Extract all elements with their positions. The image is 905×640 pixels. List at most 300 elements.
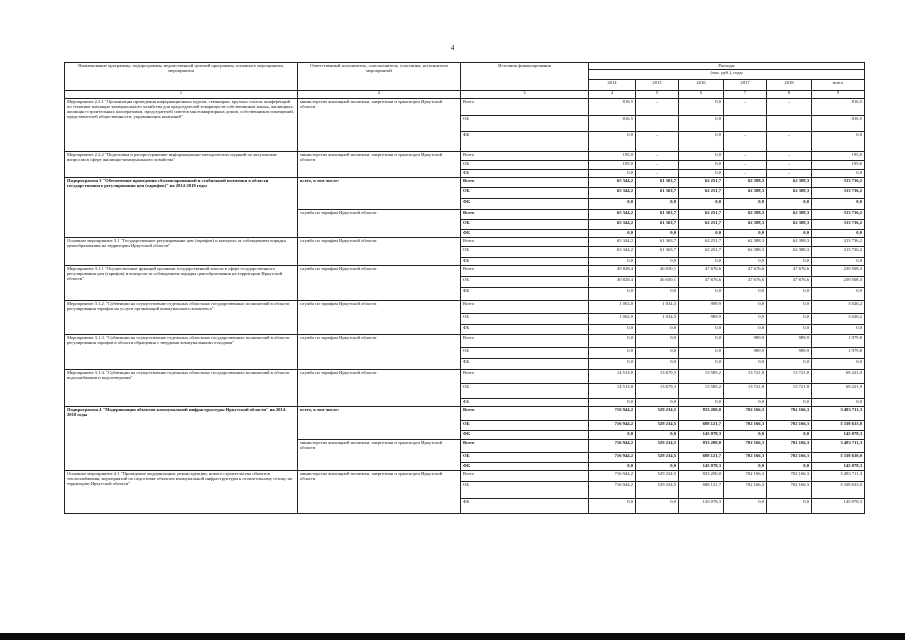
table-row	[65, 370, 865, 384]
year-value-cell: 49 828,4	[589, 266, 636, 277]
year-value-cell: 47 676,6	[679, 277, 724, 288]
column-number: 6	[679, 91, 724, 99]
year-value-cell: 62 388,3	[767, 247, 812, 258]
year-value-cell: 989,9	[724, 335, 767, 348]
total-value-cell: 195,0	[812, 161, 865, 170]
year-value-cell: 1 002,0	[589, 314, 636, 325]
year-value-cell: 529 234,5	[636, 421, 679, 431]
year-value-cell: 1 034,3	[636, 301, 679, 314]
year-value-cell: 716 944,2	[589, 407, 636, 421]
program-name-cell: Подпрограмма 4 "Модернизация объектов коммунальной инфраструктуры Иркутской области" на 2014-2018 годы	[65, 407, 298, 471]
year-value-cell: 13 721,8	[767, 384, 812, 399]
year-value-cell: –	[767, 132, 812, 152]
year-value-cell: 62 251,7	[679, 210, 724, 220]
total-value-cell: 0,0	[812, 288, 865, 301]
executor-cell: служба по тарифам Иркутской области	[298, 266, 461, 301]
year-value-cell: 0,0	[679, 230, 724, 238]
table-row	[65, 301, 865, 314]
year-value-cell: 0,0	[636, 359, 679, 370]
year-value-cell: 13 721,8	[724, 370, 767, 384]
year-value-cell: 716 944,2	[589, 453, 636, 463]
year-value-cell: 0,0	[767, 314, 812, 325]
year-value-cell: –	[636, 161, 679, 170]
year-value-cell: 13 585,2	[679, 370, 724, 384]
total-value-cell: 0,0	[812, 258, 865, 266]
year-value-cell: 0,0	[767, 301, 812, 314]
year-value-cell: 0,0	[724, 499, 767, 514]
year-value-cell: 14 513,8	[589, 370, 636, 384]
year-value-cell: 0,0	[636, 499, 679, 514]
program-name-cell: Мероприятие 2.2.1 "Организация проведения информационных курсов, семинаров, круглых столов, конференций по тематике жилищно-коммунального хозяйства для председателей товариществ собственников жилья, жилищных, жилищно-строительных кооперативов, председателей советов многоквартирных домов, собственников помещений, представителей общественности, управляющих компаний"	[65, 99, 298, 152]
year-value-cell: 989,9	[767, 335, 812, 348]
year-value-cell: 833 200,0	[679, 407, 724, 421]
header-year: 2018	[767, 80, 812, 91]
year-value-cell: 47 676,6	[679, 266, 724, 277]
funding-source-cell: Всего	[461, 440, 589, 453]
year-value-cell: 47 676,6	[767, 277, 812, 288]
year-value-cell: 65 344,2	[589, 188, 636, 199]
year-value-cell: 46 650,1	[636, 277, 679, 288]
year-value-cell: 0,0	[679, 99, 724, 116]
executor-cell: всего, в том числе:	[298, 407, 461, 440]
year-value-cell	[636, 116, 679, 132]
year-value-cell: 0,0	[724, 463, 767, 471]
program-name-cell: Основное мероприятие 4.1 "Проведение модернизации, реконструкции, нового строительства объектов теплоснабжения, мероприятий по подготовке объектов коммунальной инфраструктуры к отопительному сезону на территории Иркутской области"	[65, 471, 298, 514]
year-value-cell: 65 344,2	[589, 238, 636, 247]
year-value-cell: –	[767, 152, 812, 161]
total-value-cell: 3 483 711,3	[812, 471, 865, 482]
year-value-cell: 0,0	[679, 161, 724, 170]
year-value-cell: 0,0	[767, 431, 812, 440]
funding-source-cell: ОБ	[461, 348, 589, 359]
table-row	[65, 178, 865, 188]
funding-source-cell: ФБ	[461, 170, 589, 178]
year-value-cell: 0,0	[589, 325, 636, 335]
year-value-cell: 0,0	[767, 258, 812, 266]
year-value-cell: 0,0	[636, 288, 679, 301]
year-value-cell: 195,0	[589, 152, 636, 161]
funding-source-cell: ОБ	[461, 482, 589, 499]
funding-source-cell: Всего	[461, 99, 589, 116]
year-value-cell: 989,9	[679, 314, 724, 325]
funding-source-cell: ОБ	[461, 220, 589, 230]
funding-source-cell: ОБ	[461, 161, 589, 170]
funding-source-cell: ОБ	[461, 277, 589, 288]
total-value-cell: 69 221,9	[812, 384, 865, 399]
year-value-cell: 62 251,7	[679, 238, 724, 247]
year-value-cell: 0,0	[589, 170, 636, 178]
year-value-cell: 0,0	[636, 325, 679, 335]
year-value-cell: 61 363,7	[636, 210, 679, 220]
total-value-cell: 816,5	[812, 116, 865, 132]
column-number: 1	[65, 91, 298, 99]
year-value-cell: –	[724, 161, 767, 170]
year-value-cell: 47 676,6	[724, 266, 767, 277]
year-value-cell: 65 344,2	[589, 210, 636, 220]
year-value-cell: 65 344,2	[589, 220, 636, 230]
total-value-cell: 0,0	[812, 399, 865, 407]
funding-source-cell: ФБ	[461, 258, 589, 266]
executor-cell: всего, в том числе:	[298, 178, 461, 210]
total-value-cell: 313 736,2	[812, 210, 865, 220]
header-executor: Ответственный исполнитель, соисполнитель, участники, исполнители мероприятий	[298, 63, 461, 91]
funding-source-cell: Всего	[461, 471, 589, 482]
year-value-cell: 62 388,3	[724, 210, 767, 220]
year-value-cell: 529 234,5	[636, 471, 679, 482]
year-value-cell: 0,0	[636, 399, 679, 407]
year-value-cell: –	[724, 99, 767, 116]
program-name-cell: Основное мероприятие 3.1 "Государственное регулирование цен (тарифов) и контроль за соблюдением порядка ценообразования на территории Иркутской области"	[65, 238, 298, 266]
executor-cell: служба по тарифам Иркутской области	[298, 301, 461, 335]
table-row	[65, 238, 865, 247]
funding-source-cell: Всего	[461, 266, 589, 277]
year-value-cell: 0,0	[589, 258, 636, 266]
year-value-cell: 0,0	[767, 359, 812, 370]
executor-cell: министерство жилищной политики, энергетики и транспорта Иркутской области	[298, 152, 461, 178]
year-value-cell: 716 944,2	[589, 421, 636, 431]
header-name: Наименование программы, подпрограммы, ведомственной целевой программы, основного мероприятия, мероприятия	[65, 63, 298, 91]
table-row	[65, 152, 865, 161]
executor-cell: министерство жилищной политики, энергетики и транспорта Иркутской области	[298, 99, 461, 152]
year-value-cell: –	[767, 161, 812, 170]
program-name-cell: Мероприятие 2.2.2 "Подготовка и распространение информационно-методических изданий по актуальным вопросам в сфере жилищно-коммунального хозяйства"	[65, 152, 298, 178]
header-units: (тыс. руб.), годы	[589, 70, 865, 80]
funding-source-cell: Всего	[461, 335, 589, 348]
header-year: 2017	[724, 80, 767, 91]
year-value-cell: 0,0	[679, 335, 724, 348]
year-value-cell: 989,9	[767, 348, 812, 359]
year-value-cell: 702 166,3	[724, 471, 767, 482]
funding-source-cell: ОБ	[461, 247, 589, 258]
program-name-cell: Мероприятие 3.1.3. "Субвенции на осуществление отдельных областных государственных полномочий в области регулирования тарифов в области обращения с твердыми коммунальными отходами"	[65, 335, 298, 370]
year-value-cell: 989,9	[679, 301, 724, 314]
year-value-cell: 13 679,3	[636, 384, 679, 399]
scan-border	[0, 633, 905, 640]
table-row	[65, 471, 865, 482]
year-value-cell: 0,0	[679, 199, 724, 210]
year-value-cell: 62 388,3	[767, 238, 812, 247]
year-value-cell: 0,0	[679, 132, 724, 152]
year-value-cell: 0,0	[589, 463, 636, 471]
table-row	[65, 266, 865, 277]
year-value-cell: 0,0	[589, 399, 636, 407]
year-value-cell: 0,0	[724, 399, 767, 407]
year-value-cell: 0,0	[589, 499, 636, 514]
year-value-cell: 688 121,7	[679, 453, 724, 463]
year-value-cell: 62 388,3	[767, 220, 812, 230]
year-value-cell: 0,0	[767, 230, 812, 238]
column-number: 5	[636, 91, 679, 99]
year-value-cell: 702 166,3	[724, 453, 767, 463]
table-row	[65, 335, 865, 348]
year-value-cell: 61 363,7	[636, 178, 679, 188]
year-value-cell: 0,0	[679, 399, 724, 407]
funding-source-cell: Всего	[461, 178, 589, 188]
executor-cell: служба по тарифам Иркутской области	[298, 370, 461, 407]
year-value-cell: 145 078,3	[679, 499, 724, 514]
year-value-cell: 0,0	[767, 399, 812, 407]
funding-source-cell: ФБ	[461, 463, 589, 471]
funding-source-cell: ФБ	[461, 230, 589, 238]
year-value-cell: 0,0	[589, 348, 636, 359]
year-value-cell: 13 679,3	[636, 370, 679, 384]
year-value-cell: 62 388,3	[724, 188, 767, 199]
year-value-cell: 702 166,3	[767, 471, 812, 482]
year-value-cell: –	[767, 99, 812, 116]
funding-source-cell: ФБ	[461, 399, 589, 407]
column-number: 9	[812, 91, 865, 99]
year-value-cell: 62 251,7	[679, 247, 724, 258]
year-value-cell: 0,0	[636, 199, 679, 210]
program-name-cell: Подпрограмма 3 "Обеспечение проведения сбалансированной и стабильной политики в области государственного регулирования цен (тарифов)" на 2014-2018 годы	[65, 178, 298, 238]
header-year: 2014	[589, 80, 636, 91]
year-value-cell: 62 251,7	[679, 220, 724, 230]
program-name-cell: Мероприятие 3.1.1 "Осуществление функций органами государственной власти в сфере государственного регулирования цен (тарифов) и контроля за соблюдением порядка ценообразования на территории Иркутской области"	[65, 266, 298, 301]
funding-source-cell: ФБ	[461, 288, 589, 301]
executor-cell: служба по тарифам Иркутской области	[298, 238, 461, 266]
year-value-cell: 195,0	[589, 161, 636, 170]
funding-source-cell: Всего	[461, 407, 589, 421]
year-value-cell: 46 650,1	[636, 266, 679, 277]
year-value-cell: 1 034,3	[636, 314, 679, 325]
executor-cell: служба по тарифам Иркутской области	[298, 335, 461, 370]
year-value-cell: 0,0	[589, 199, 636, 210]
year-value-cell: 688 121,7	[679, 482, 724, 499]
year-value-cell: –	[636, 170, 679, 178]
year-value-cell: 989,9	[724, 348, 767, 359]
year-value-cell: 65 344,2	[589, 178, 636, 188]
year-value-cell: 13 721,8	[767, 370, 812, 384]
year-value-cell: 62 388,3	[724, 220, 767, 230]
year-value-cell: 0,0	[589, 431, 636, 440]
year-value-cell: 716 944,2	[589, 440, 636, 453]
funding-source-cell: Всего	[461, 152, 589, 161]
funding-source-cell: ФБ	[461, 132, 589, 152]
year-value-cell: 62 388,3	[767, 188, 812, 199]
year-value-cell: –	[724, 152, 767, 161]
year-value-cell: 0,0	[724, 325, 767, 335]
year-value-cell: 0,0	[767, 499, 812, 514]
header-source: Источник финансирования	[461, 63, 589, 91]
year-value-cell: 62 388,3	[724, 178, 767, 188]
year-value-cell: –	[636, 99, 679, 116]
year-value-cell: 0,0	[636, 230, 679, 238]
year-value-cell: 0,0	[767, 288, 812, 301]
column-number: 8	[767, 91, 812, 99]
year-value-cell: 529 234,5	[636, 440, 679, 453]
year-value-cell: 13 721,8	[724, 384, 767, 399]
year-value-cell: 0,0	[636, 431, 679, 440]
total-value-cell: 3 483 711,3	[812, 440, 865, 453]
year-value-cell: 0,0	[679, 258, 724, 266]
total-value-cell: 195,0	[812, 152, 865, 161]
year-value-cell: 702 166,3	[724, 482, 767, 499]
year-value-cell: 0,0	[589, 132, 636, 152]
year-value-cell	[767, 116, 812, 132]
header-year: 2016	[679, 80, 724, 91]
year-value-cell: 0,0	[724, 301, 767, 314]
year-value-cell: 0,0	[724, 314, 767, 325]
total-value-cell: 145 078,3	[812, 431, 865, 440]
total-value-cell: 3 338 633,0	[812, 482, 865, 499]
total-value-cell: 313 736,2	[812, 247, 865, 258]
total-value-cell: 145 078,3	[812, 463, 865, 471]
year-value-cell: 0,0	[724, 258, 767, 266]
total-value-cell: 3 026,2	[812, 314, 865, 325]
year-value-cell: 529 234,5	[636, 407, 679, 421]
total-value-cell: 313 736,2	[812, 188, 865, 199]
year-value-cell: 702 166,3	[767, 453, 812, 463]
year-value-cell: 47 676,6	[767, 266, 812, 277]
funding-source-cell: ФБ	[461, 359, 589, 370]
year-value-cell: 0,0	[767, 325, 812, 335]
year-value-cell: 0,0	[724, 288, 767, 301]
funding-source-cell: Всего	[461, 370, 589, 384]
year-value-cell: 0,0	[636, 463, 679, 471]
year-value-cell: 529 234,5	[636, 453, 679, 463]
year-value-cell: 62 251,7	[679, 178, 724, 188]
total-value-cell: 0,0	[812, 170, 865, 178]
total-value-cell: 1 979,8	[812, 348, 865, 359]
year-value-cell: 62 388,3	[724, 247, 767, 258]
column-number: 7	[724, 91, 767, 99]
funding-source-cell: ОБ	[461, 421, 589, 431]
table-row	[65, 99, 865, 116]
year-value-cell: 833 200,0	[679, 471, 724, 482]
year-value-cell: –	[767, 170, 812, 178]
total-value-cell: 0,0	[812, 230, 865, 238]
year-value-cell: 62 388,3	[767, 210, 812, 220]
year-value-cell: 0,0	[679, 152, 724, 161]
year-value-cell: 0,0	[636, 258, 679, 266]
year-value-cell: 0,0	[724, 199, 767, 210]
year-value-cell: 62 388,3	[724, 238, 767, 247]
year-value-cell: 0,0	[724, 230, 767, 238]
program-name-cell: Мероприятие 3.1.4. "Субвенции на осуществление отдельных областных государственных полномочий в области водоснабжения и водоотведения"	[65, 370, 298, 407]
total-value-cell: 816,5	[812, 99, 865, 116]
year-value-cell: 702 166,3	[767, 421, 812, 431]
total-value-cell: 313 736,2	[812, 178, 865, 188]
year-value-cell: 61 363,7	[636, 238, 679, 247]
financing-table	[64, 62, 865, 514]
funding-source-cell: ФБ	[461, 431, 589, 440]
funding-source-cell: Всего	[461, 301, 589, 314]
total-value-cell: 145 078,3	[812, 499, 865, 514]
column-number: 2	[298, 91, 461, 99]
year-value-cell: –	[636, 152, 679, 161]
header-year-total: всего	[812, 80, 865, 91]
year-value-cell	[724, 116, 767, 132]
total-value-cell: 3 483 711,3	[812, 407, 865, 421]
year-value-cell: 716 944,2	[589, 482, 636, 499]
executor-cell: министерство жилищной политики, энергетики и транспорта Иркутской области	[298, 471, 461, 514]
year-value-cell: 688 121,7	[679, 421, 724, 431]
header-year: 2015	[636, 80, 679, 91]
year-value-cell: 145 078,3	[679, 463, 724, 471]
total-value-cell: 3 026,2	[812, 301, 865, 314]
year-value-cell: 0,0	[724, 431, 767, 440]
executor-cell: служба по тарифам Иркутской области	[298, 210, 461, 238]
total-value-cell: 69 221,9	[812, 370, 865, 384]
year-value-cell: 833 200,0	[679, 440, 724, 453]
year-value-cell: 0,0	[679, 170, 724, 178]
total-value-cell: 0,0	[812, 359, 865, 370]
total-value-cell: 3 338 633,0	[812, 421, 865, 431]
year-value-cell: –	[724, 132, 767, 152]
funding-source-cell: ФБ	[461, 499, 589, 514]
year-value-cell: –	[724, 170, 767, 178]
header-row	[65, 63, 865, 70]
funding-source-cell: ОБ	[461, 314, 589, 325]
year-value-cell: 529 234,5	[636, 482, 679, 499]
page-number: 4	[450, 44, 455, 52]
year-value-cell: 816,5	[589, 116, 636, 132]
funding-source-cell: Всего	[461, 210, 589, 220]
year-value-cell: 702 166,3	[767, 482, 812, 499]
year-value-cell: 1 002,0	[589, 301, 636, 314]
funding-source-cell: ОБ	[461, 384, 589, 399]
column-number-row	[65, 91, 865, 99]
executor-cell: министерство жилищной политики, энергетики и транспорта Иркутской области	[298, 440, 461, 471]
funding-source-cell: ФБ	[461, 325, 589, 335]
funding-source-cell: ОБ	[461, 116, 589, 132]
total-value-cell: 0,0	[812, 325, 865, 335]
year-value-cell: 0,0	[679, 116, 724, 132]
funding-source-cell: ОБ	[461, 453, 589, 463]
header-expenses: Расходы	[589, 63, 865, 70]
year-value-cell: 0,0	[679, 288, 724, 301]
year-value-cell: 0,0	[636, 335, 679, 348]
year-value-cell: 0,0	[724, 359, 767, 370]
year-value-cell: 0,0	[767, 199, 812, 210]
year-value-cell: 0,0	[589, 359, 636, 370]
year-value-cell: 702 166,3	[724, 440, 767, 453]
total-value-cell: 3 338 630,0	[812, 453, 865, 463]
year-value-cell: 14 513,8	[589, 384, 636, 399]
table-row	[65, 407, 865, 421]
year-value-cell: 61 363,7	[636, 247, 679, 258]
column-number: 4	[589, 91, 636, 99]
funding-source-cell: ФБ	[461, 199, 589, 210]
total-value-cell: 313 736,2	[812, 238, 865, 247]
funding-source-cell: ОБ	[461, 188, 589, 199]
year-value-cell: 716 944,2	[589, 471, 636, 482]
total-value-cell: 1 979,8	[812, 335, 865, 348]
year-value-cell: 145 078,3	[679, 431, 724, 440]
year-value-cell: 816,5	[589, 99, 636, 116]
total-value-cell: 0,0	[812, 199, 865, 210]
year-value-cell: 702 166,3	[724, 407, 767, 421]
year-value-cell: 0,0	[767, 463, 812, 471]
year-value-cell: 62 388,3	[767, 178, 812, 188]
year-value-cell: 0,0	[589, 288, 636, 301]
year-value-cell: 0,0	[679, 359, 724, 370]
total-value-cell: 0,0	[812, 132, 865, 152]
year-value-cell: 0,0	[636, 348, 679, 359]
total-value-cell: 313 736,2	[812, 220, 865, 230]
column-number: 3	[461, 91, 589, 99]
year-value-cell: 702 166,3	[724, 421, 767, 431]
year-value-cell: 61 363,7	[636, 220, 679, 230]
total-value-cell: 239 508,3	[812, 266, 865, 277]
year-value-cell: 13 585,2	[679, 384, 724, 399]
year-value-cell: 702 166,3	[767, 440, 812, 453]
year-value-cell: 0,0	[589, 230, 636, 238]
year-value-cell: 49 828,4	[589, 277, 636, 288]
program-name-cell: Мероприятие 3.1.2. "Субвенции на осуществление отдельных областных государственных полномочий в области регулирования тарифов на услуги организаций коммунального комплекса"	[65, 301, 298, 335]
year-value-cell: 0,0	[589, 335, 636, 348]
total-value-cell: 239 508,3	[812, 277, 865, 288]
